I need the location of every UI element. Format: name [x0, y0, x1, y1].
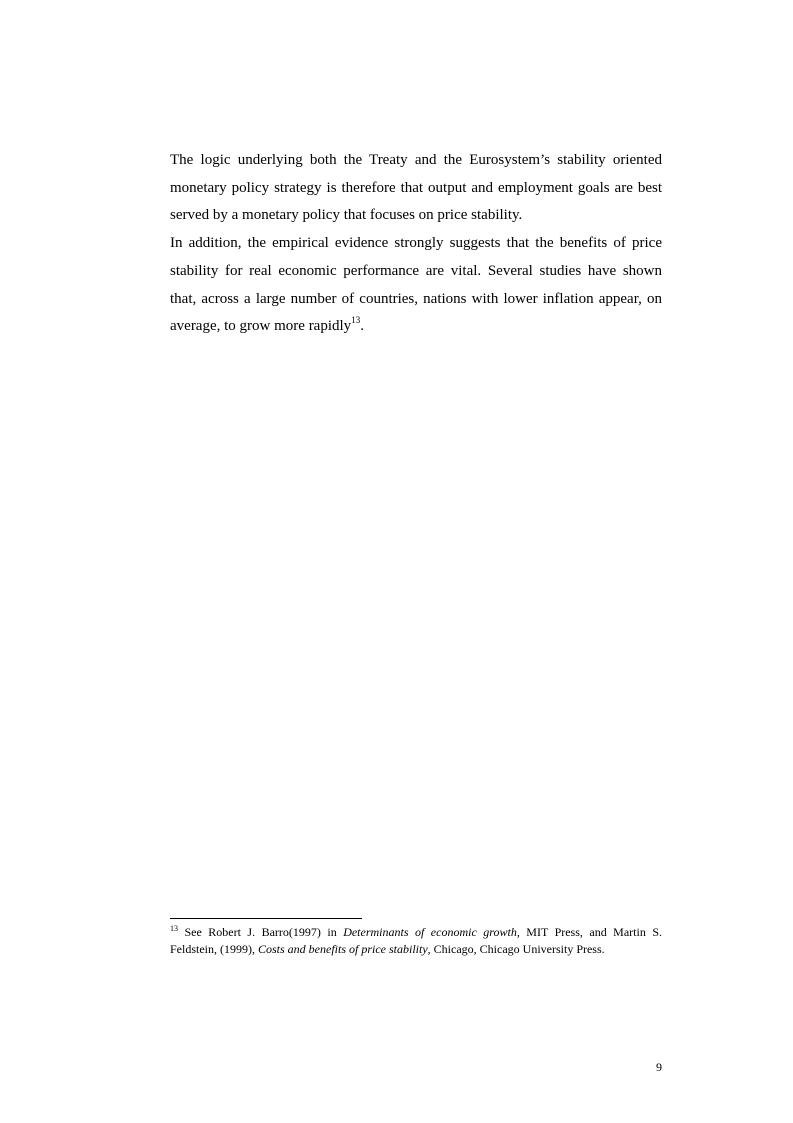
paragraph-1-text: The logic underlying both the Treaty and the Eurosystem’s stability oriented monetary policy strategy is therefore that output and employment goals are best served by a monetary policy that focuses on price stability. — [170, 152, 662, 224]
footnote-divider — [170, 918, 362, 919]
paragraph-2-trailing: . — [360, 318, 364, 335]
footnote-text-3: , Chicago, Chicago University Press. — [427, 941, 605, 956]
page-number: 9 — [656, 1060, 662, 1074]
paragraph-1 — [170, 147, 662, 230]
paragraph-2 — [170, 230, 662, 341]
body-text — [170, 147, 662, 341]
footnote-text-2: MIT Press, and Martin S. Feldstein, (1999), — [170, 925, 662, 956]
footnote — [170, 924, 662, 957]
footnote-title-2: Costs and benefits of price stability — [258, 941, 428, 956]
paragraph-2-text: In addition, the empirical evidence strongly suggests that the benefits of price stability for real economic performance are vital. Several studies have shown that, across a large number of countries, nations with lower inflation appear, on average, to grow more rapidly — [170, 235, 662, 335]
footnote-marker: 13 — [170, 924, 178, 933]
footnote-title-1: Determinants of economic growth, — [343, 925, 520, 939]
footnote-text-1: See Robert J. Barro(1997) in — [178, 925, 344, 939]
footnote-reference[interactable]: 13 — [351, 315, 361, 326]
